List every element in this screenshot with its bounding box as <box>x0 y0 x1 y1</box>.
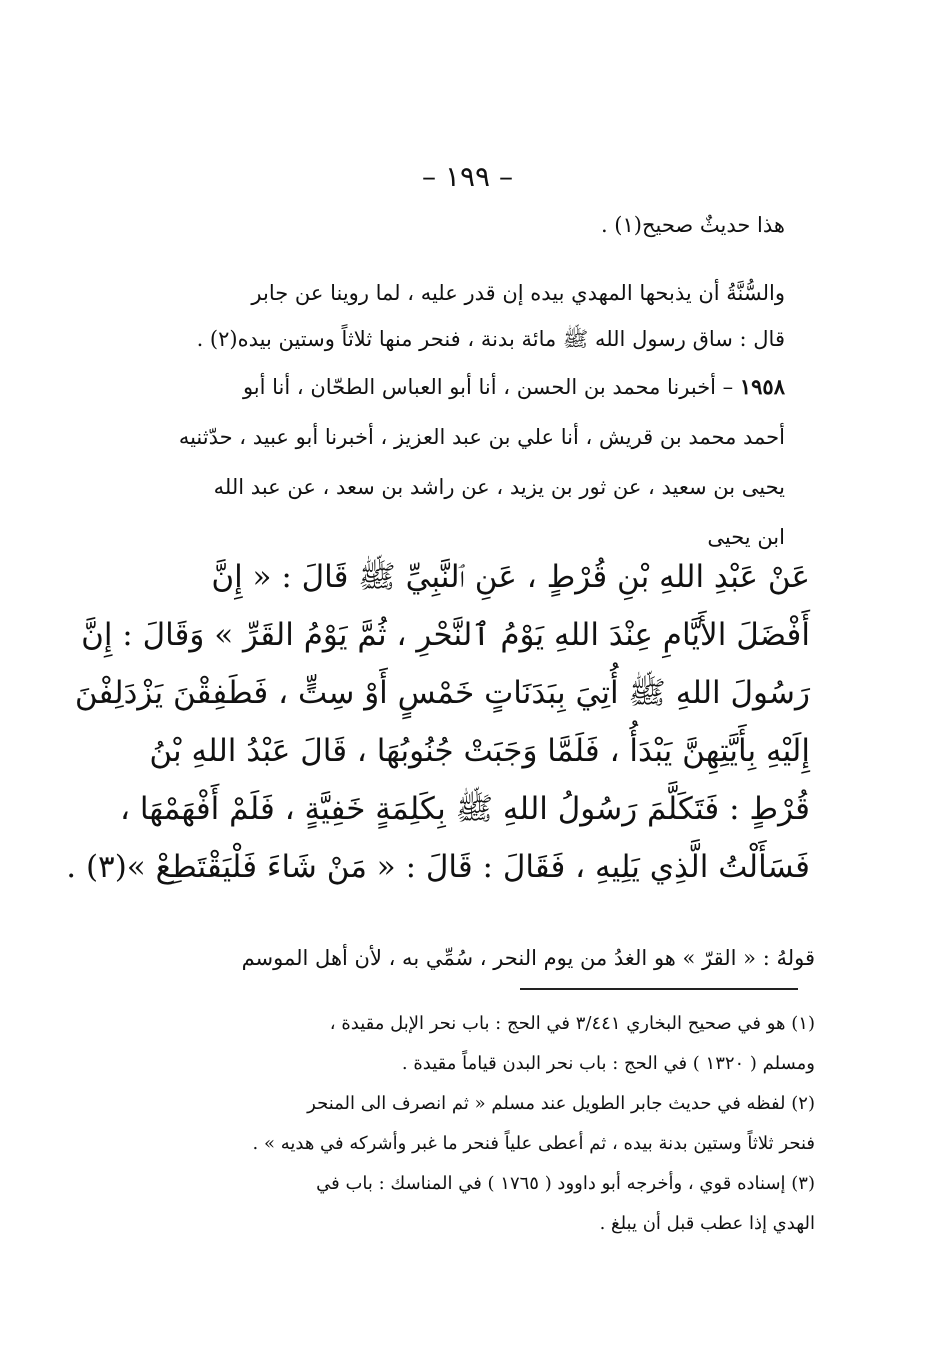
isnad-line-4: ابن يحيى <box>707 525 785 549</box>
isnad-line-2: أحمد محمد بن قريش ، أنا علي بن عبد العزيز ، أخبرنا أبو عبيد ، حدّثنيه <box>178 425 785 449</box>
footnote-divider <box>520 988 798 990</box>
sunna-line-2: قال : ساق رسول الله ﷺ مائة بدنة ، فنحر منها ثلاثاً وستين بيده(٢) . <box>196 327 785 351</box>
footnote-3-line-1: (٣) إسناده قوي ، وأخرجه أبو داوود ( ١٧٦٥ ) في المناسك : باب في <box>316 1173 815 1194</box>
hadith-line-6: فَسَأَلْتُ الَّذِي يَلِيهِ ، فَقَالَ : قَالَ : « مَنْ شَاءَ فَلْيَقْتَطِعْ »(٣) . <box>66 849 810 885</box>
sunna-paragraph <box>135 270 785 362</box>
hadith-text <box>66 548 810 896</box>
footnote-1-line-2: ومسلم ( ١٣٢٠ ) في الحج : باب نحر البدن قياماً مقيدة . <box>401 1053 815 1074</box>
hadith-line-5: قُرْطٍ : فَتَكَلَّمَ رَسُولُ اللهِ ﷺ بِكَلِمَةٍ خَفِيَّةٍ ، فَلَمْ أَفْهَمْهَا ، <box>120 791 810 827</box>
isnad-line-1-text: – أخبرنا محمد بن الحسن ، أنا أبو العباس الطحّان ، أنا أبو <box>242 375 734 399</box>
footnote-3-line-2: الهدي إذا عطب قبل أن يبلغ . <box>599 1213 815 1234</box>
sunna-line-1: والسُّنَّةُ أن يذبحها المهدي بيده إن قدر عليه ، لما روينا عن جابر <box>251 281 785 305</box>
isnad-paragraph <box>135 362 785 562</box>
footnote-2-line-2: فنحر ثلاثاً وستين بدنة بيده ، ثم أعطى علياً فنحر ما غبر وأشركه في هديه » . <box>252 1133 815 1154</box>
page-number: – ١٩٩ – <box>422 160 513 193</box>
footnote-1-line-1: (١) هو في صحيح البخاري ٣/٤٤١ في الحج : باب نحر الإبل مقيدة ، <box>329 1013 815 1034</box>
footnotes <box>135 1004 815 1244</box>
isnad-line-3: يحيى بن سعيد ، عن ثور بن يزيد ، عن راشد بن سعد ، عن عبد الله <box>213 475 785 499</box>
hadith-line-1: عَنْ عَبْدِ اللهِ بْنِ قُرْطٍ ، عَنِ ٱلنَّبِيِّ ﷺ قَالَ : « إِنَّ <box>211 559 810 595</box>
hadith-line-3: رَسُولَ اللهِ ﷺ أُتِيَ بِبَدَنَاتٍ خَمْسٍ أَوْ سِتٍّ ، فَطَفِقْنَ يَزْدَلِفْنَ <box>74 675 810 711</box>
isnad-line-1 <box>135 362 785 412</box>
commentary-line-1: قولهُ : « القرّ » هو الغدُ من يوم النحر ، سُمِّي به ، لأن أهل الموسم <box>241 946 815 970</box>
hadith-line-2: أَفْضَلَ الأَيَّامِ عِنْدَ اللهِ يَوْمُ ٱلنَّحْرِ ، ثُمَّ يَوْمُ القَرِّ » وَقَالَ : إِنَّ <box>81 617 810 653</box>
intro-text: هذا حديثٌ صحيح(١) . <box>600 213 785 237</box>
hadith-number: ١٩٥٨ <box>739 374 785 399</box>
intro-line <box>135 215 785 236</box>
commentary-paragraph <box>135 938 815 978</box>
hadith-line-4: إِلَيْهِ بِأَيَّتِهِنَّ يَبْدَأُ ، فَلَمَّا وَجَبَتْ جُنُوبُهَا ، قَالَ عَبْدُ اللهِ بْنُ <box>149 733 810 769</box>
footnote-2-line-1: (٢) لفظه في حديث جابر الطويل عند مسلم « ثم انصرف الى المنحر <box>307 1093 815 1114</box>
